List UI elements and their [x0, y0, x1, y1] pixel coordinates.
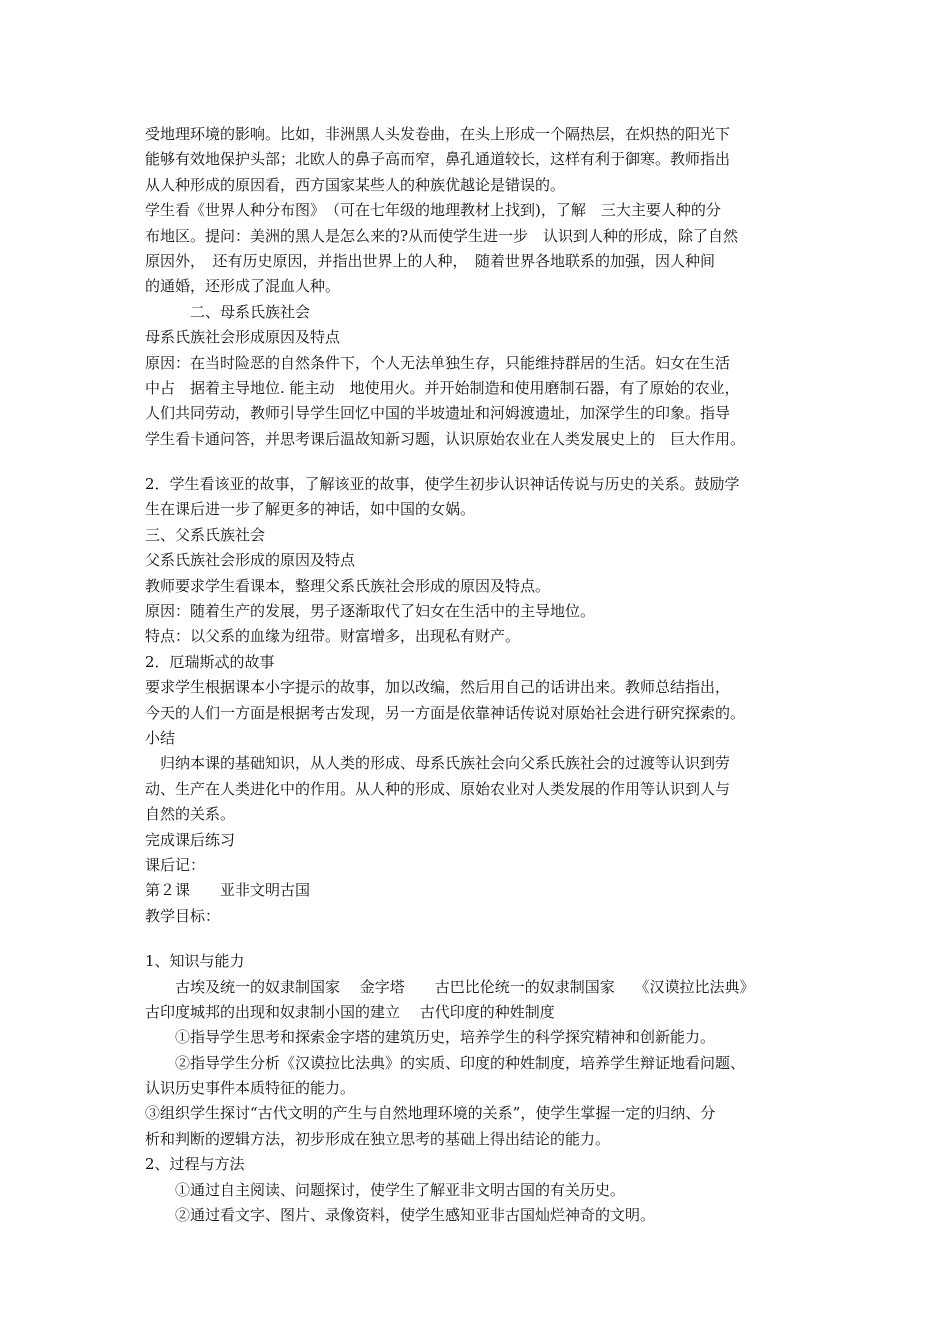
- text-line: 人们共同劳动，教师引导学生回忆中国的半坡遗址和河姆渡遗址，加深学生的印象。指导: [145, 404, 731, 423]
- subheading: 2、过程与方法: [145, 1155, 245, 1174]
- text-line: 教师要求学生看课本，整理父系氏族社会形成的原因及特点。: [145, 576, 551, 595]
- text-line: 从人种形成的原因看，西方国家某些人的种族优越论是错误的。: [145, 175, 566, 194]
- subheading: 1、知识与能力: [145, 952, 245, 971]
- section-heading: 三、父系氏族社会: [145, 525, 266, 544]
- text-line: 析和判断的逻辑方法，初步形成在独立思考的基础上得出结论的能力。: [145, 1129, 611, 1148]
- text-line: 今天的人们一方面是根据考古发现，另一方面是依靠神话传说对原始社会进行研究探索的。: [145, 703, 746, 722]
- subheading: 父系氏族社会形成的原因及特点: [145, 551, 356, 570]
- text-line: 古埃及统一的奴隶制国家 金字塔 古巴比伦统一的奴隶制国家 《汉谟拉比法典》: [145, 977, 755, 996]
- text-line: 受地理环境的影响。比如，非洲黑人头发卷曲，在头上形成一个隔热层，在炽热的阳光下: [145, 125, 731, 143]
- subheading: 小结: [145, 728, 176, 747]
- text-line: 的通婚，还形成了混血人种。: [145, 277, 341, 296]
- text-line: 课后记：: [145, 855, 206, 874]
- text-line: 能够有效地保护头部；北欧人的鼻子高而窄，鼻孔通道较长，这样有利于御寒。教师指出: [145, 150, 731, 169]
- text-line: ②指导学生分析《汉谟拉比法典》的实质、印度的种姓制度，培养学生辩证地看问题、: [145, 1053, 746, 1072]
- text-line: 要求学生根据课本小字提示的故事，加以改编，然后用自己的话讲出来。教师总结指出，: [145, 678, 731, 697]
- text-line: 2．厄瑞斯忒的故事: [145, 652, 275, 671]
- text-line: 归纳本课的基础知识，从人类的形成、母系氏族社会向父系氏族社会的过渡等认识到劳: [145, 754, 731, 773]
- text-line: 原因外， 还有历史原因，并指出世界上的人种， 随着世界各地联系的加强，因人种间: [145, 251, 716, 270]
- text-line: 古印度城邦的出现和奴隶制小国的建立 古代印度的种姓制度: [145, 1002, 555, 1021]
- blank-line: [145, 452, 815, 472]
- blank-line: [145, 929, 815, 949]
- text-line: 布地区。提问：美洲的黑人是怎么来的?从而使学生进一步 认识到人种的形成，除了自然: [145, 226, 739, 245]
- text-line: 自然的关系。: [145, 805, 236, 824]
- text-line: 原因：在当时险恶的自然条件下，个人无法单独生存，只能维持群居的生活。妇女在生活: [145, 353, 731, 372]
- text-line: 完成课后练习: [145, 830, 236, 849]
- text-line: ③组织学生探讨“古代文明的产生与自然地理环境的关系”，使学生掌握一定的归纳、分: [145, 1104, 716, 1123]
- text-line: 动、生产在人类进化中的作用。从人种的形成、原始农业对人类发展的作用等认识到人与: [145, 779, 731, 798]
- document-body: [145, 122, 815, 1228]
- text-line: ②通过看文字、图片、录像资料，使学生感知亚非古国灿烂神奇的文明。: [145, 1206, 656, 1225]
- text-line: 学生看《世界人种分布图》 （可在七年级的地理教材上找到)，了解 三大主要人种的分: [145, 201, 721, 220]
- text-line: 生在课后进一步了解更多的神话，如中国的女娲。: [145, 500, 476, 519]
- text-line: 原因：随着生产的发展，男子逐渐取代了妇女在生活中的主导地位。: [145, 602, 596, 621]
- lesson-title: 第２课 亚非文明古国: [145, 881, 311, 900]
- text-line: 中占 据着主导地位. 能主动 地使用火。并开始制造和使用磨制石器，有了原始的农业，: [145, 378, 740, 397]
- subheading: 教学目标：: [145, 906, 221, 925]
- text-line: 学生看卡通问答，并思考课后温故知新习题，认识原始农业在人类发展史上的 巨大作用。: [145, 429, 746, 448]
- text-line: 认识历史事件本质特征的能力。: [145, 1079, 356, 1098]
- subheading: 母系氏族社会形成原因及特点: [145, 328, 341, 347]
- text-line: ①指导学生思考和探索金字塔的建筑历史，培养学生的科学探究精神和创新能力。: [145, 1028, 716, 1047]
- text-line: 2．学生看该亚的故事，了解该亚的故事，使学生初步认识神话传说与历史的关系。鼓励学: [145, 475, 740, 494]
- section-heading: 二、母系氏族社会: [145, 302, 311, 321]
- text-line: ①通过自主阅读、问题探讨，使学生了解亚非文明古国的有关历史。: [145, 1180, 626, 1199]
- text-line: 特点：以父系的血缘为纽带。财富增多，出现私有财产。: [145, 627, 521, 646]
